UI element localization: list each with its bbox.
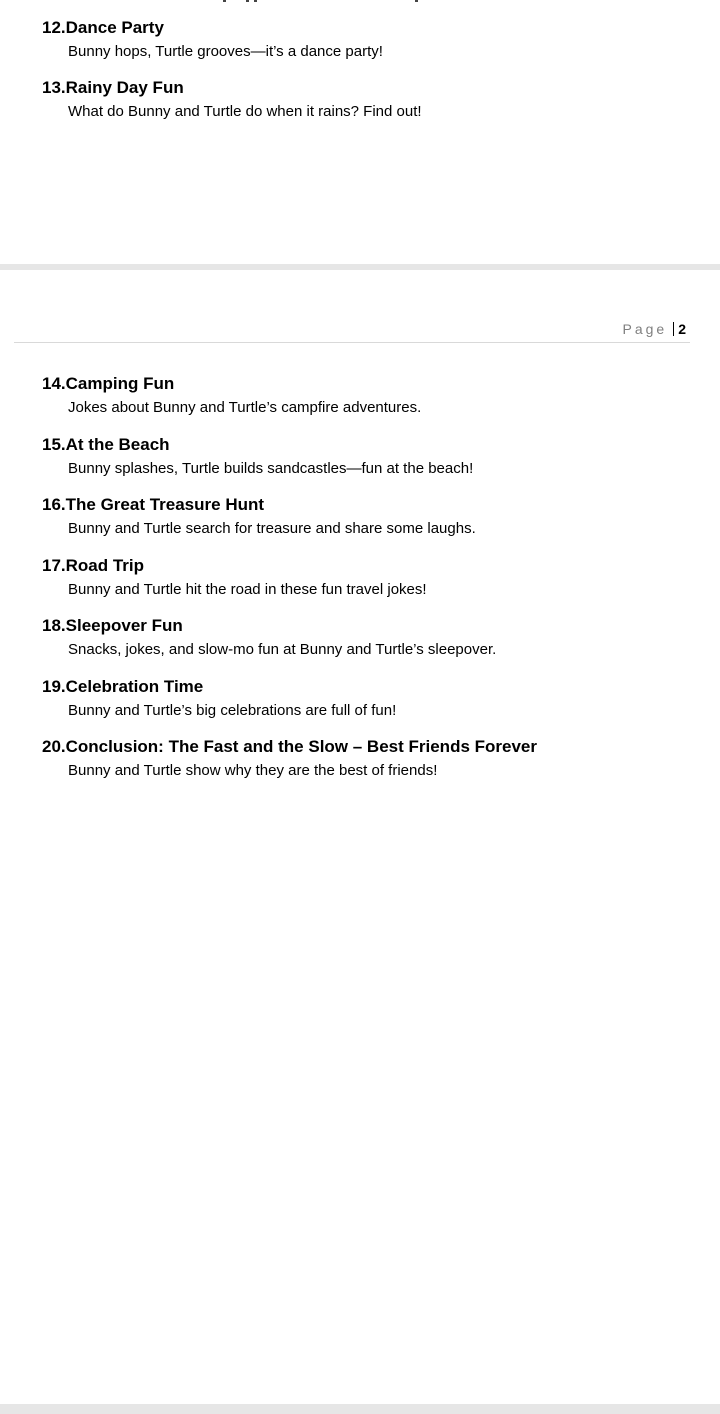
- entry-description: Jokes about Bunny and Turtle’s campfire adventures.: [68, 399, 422, 416]
- toc-entry: [42, 677, 702, 720]
- entry-title: 12.Dance Party: [42, 18, 164, 37]
- page-number-field: [623, 320, 687, 338]
- toc-entry: [42, 78, 702, 121]
- entry-title: 20.Conclusion: The Fast and the Slow – Best Friends Forever: [42, 737, 537, 756]
- toc-entry: [42, 556, 702, 599]
- cropped-text-remnant: [0, 0, 720, 3]
- entry-description: Bunny and Turtle search for treasure and share some laughs.: [68, 520, 476, 537]
- toc-entry: [42, 737, 702, 780]
- entry-title: 13.Rainy Day Fun: [42, 78, 184, 97]
- page-header: [14, 320, 690, 343]
- toc-entry: [42, 374, 702, 417]
- entry-title: 18.Sleepover Fun: [42, 616, 183, 635]
- toc-entry: [42, 18, 702, 61]
- entry-description: Bunny and Turtle hit the road in these fun travel jokes!: [68, 581, 427, 598]
- toc-entry: [42, 495, 702, 538]
- page-label: Page: [622, 321, 668, 337]
- entry-title: 17.Road Trip: [42, 556, 145, 575]
- entry-description: Snacks, jokes, and slow-mo fun at Bunny and Turtle’s sleepover.: [68, 641, 497, 658]
- entry-description: Bunny and Turtle show why they are the best of friends!: [68, 762, 438, 779]
- page-number: 2: [678, 321, 686, 337]
- entry-description: Bunny splashes, Turtle builds sandcastles—fun at the beach!: [68, 460, 474, 477]
- page-number-divider: [673, 322, 674, 336]
- entry-description: What do Bunny and Turtle do when it rains? Find out!: [68, 103, 422, 120]
- entry-title: 15.At the Beach: [42, 435, 170, 454]
- page-bottom-edge: [0, 1404, 720, 1414]
- entry-description: Bunny and Turtle’s big celebrations are full of fun!: [68, 702, 397, 719]
- document-page-1: [0, 0, 720, 264]
- entry-description: Bunny hops, Turtle grooves—it’s a dance party!: [68, 43, 383, 60]
- document-page-2: [0, 270, 720, 1404]
- toc-entry: [42, 616, 702, 659]
- toc-entry: [42, 435, 702, 478]
- entry-title: 14.Camping Fun: [42, 374, 175, 393]
- entry-title: 16.The Great Treasure Hunt: [42, 495, 265, 514]
- entry-title: 19.Celebration Time: [42, 677, 204, 696]
